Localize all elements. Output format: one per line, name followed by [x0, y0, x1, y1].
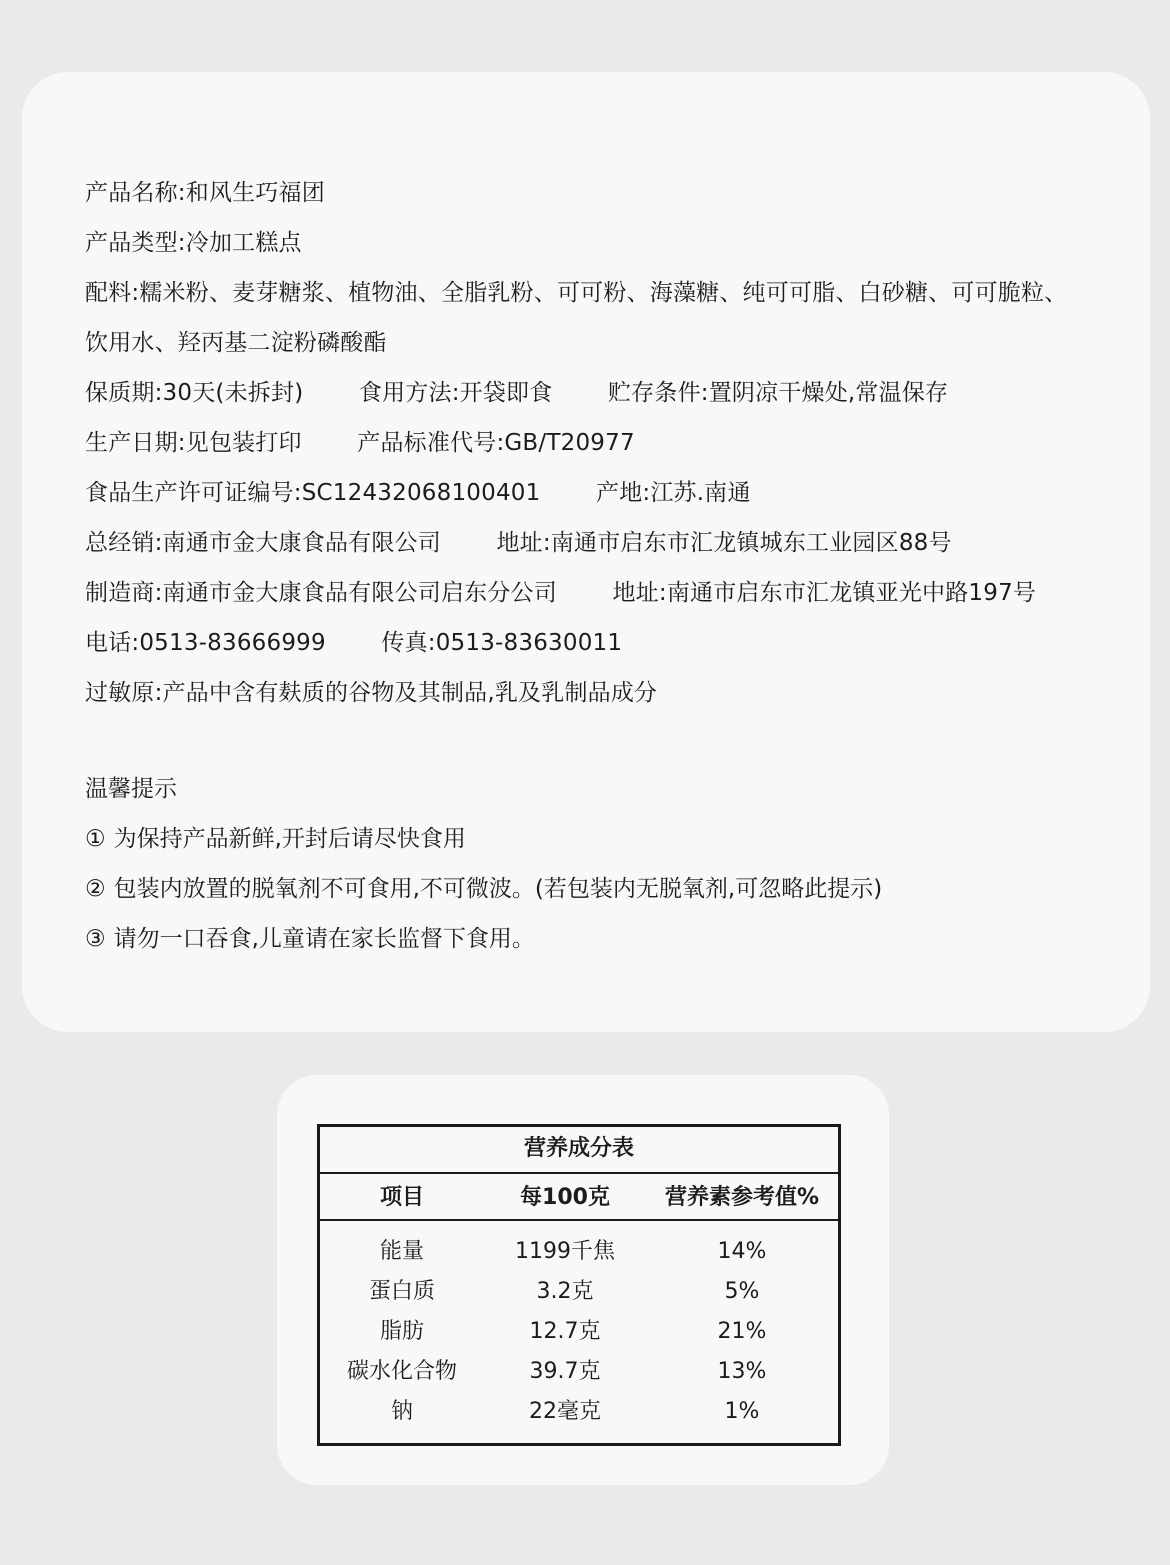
usage-method: 食用方法:开袋即食 [358, 380, 553, 406]
nutrition-table-title: 营养成分表 [320, 1127, 838, 1174]
tips-section [85, 764, 1125, 964]
production-date-line [85, 418, 1125, 468]
allergen-line [85, 668, 1125, 718]
product-name-line [85, 168, 1125, 218]
phone: 电话:0513-83666999 [85, 630, 326, 656]
nutrient-nrv: 21% [717, 1319, 767, 1344]
shelf-life-line [85, 368, 1125, 418]
nutrition-card [277, 1075, 889, 1485]
product-type-line [85, 218, 1125, 268]
nutrient-amount: 39.7克 [529, 1359, 601, 1384]
ingredients-part2: 饮用水、羟丙基二淀粉磷酸酯 [85, 330, 387, 356]
table-row [320, 1352, 838, 1392]
tip-text: 为保持产品新鲜,开封后请尽快食用 [113, 826, 466, 852]
nutrient-name: 钠 [390, 1399, 413, 1424]
nutrient-amount: 1199千焦 [515, 1239, 615, 1264]
table-row [320, 1232, 838, 1272]
tip-text: 请勿一口吞食,儿童请在家长监督下食用。 [113, 926, 535, 952]
license-number: 食品生产许可证编号:SC12432068100401 [85, 480, 541, 506]
nutrient-amount: 3.2克 [536, 1279, 594, 1304]
tip-number: ① [85, 826, 106, 852]
distributor: 总经销:南通市金大康食品有限公司 [85, 530, 441, 556]
allergen: 过敏原:产品中含有麸质的谷物及其制品,乳及乳制品成分 [85, 680, 658, 706]
origin: 产地:江苏.南通 [596, 480, 751, 506]
storage-conditions: 贮存条件:置阴凉干燥处,常温保存 [607, 380, 949, 406]
nutrient-name: 蛋白质 [368, 1279, 435, 1304]
tip-item [85, 864, 1125, 914]
manufacturer-line [85, 568, 1125, 618]
standard-code: 产品标准代号:GB/T20977 [357, 430, 635, 456]
table-row [320, 1312, 838, 1352]
nutrient-nrv: 1% [724, 1399, 760, 1424]
tip-number: ③ [85, 926, 106, 952]
tip-item [85, 814, 1125, 864]
nutrient-nrv: 14% [717, 1239, 767, 1264]
ingredients-line [85, 268, 1125, 318]
ingredients-line-2 [85, 318, 1125, 368]
product-type: 产品类型:冷加工糕点 [85, 230, 302, 256]
header-per-100g: 每100克 [520, 1185, 610, 1210]
header-item: 项目 [379, 1185, 424, 1210]
tip-text: 包装内放置的脱氧剂不可食用,不可微波。(若包装内无脱氧剂,可忽略此提示) [113, 876, 883, 902]
manufacturer: 制造商:南通市金大康食品有限公司启东分公司 [85, 580, 557, 606]
table-row [320, 1392, 838, 1432]
nutrition-table [317, 1124, 841, 1446]
nutrient-name: 脂肪 [379, 1319, 424, 1344]
nutrient-amount: 22毫克 [529, 1399, 601, 1424]
nutrient-nrv: 13% [717, 1359, 767, 1384]
nutrient-name: 能量 [379, 1239, 424, 1264]
nutrition-table-header [320, 1174, 838, 1221]
contact-line [85, 618, 1125, 668]
nutrient-nrv: 5% [724, 1279, 760, 1304]
nutrient-amount: 12.7克 [529, 1319, 601, 1344]
license-line [85, 468, 1125, 518]
distributor-address: 地址:南通市启东市汇龙镇城东工业园区88号 [496, 530, 952, 556]
ingredients-part1: 配料:糯米粉、麦芽糖浆、植物油、全脂乳粉、可可粉、海藻糖、纯可可脂、白砂糖、可可脆粒、 [85, 280, 1068, 306]
shelf-life: 保质期:30天(未拆封) [85, 380, 304, 406]
production-date: 生产日期:见包装打印 [85, 430, 302, 456]
table-row [320, 1272, 838, 1312]
distributor-line [85, 518, 1125, 568]
product-info-card [22, 72, 1150, 1032]
header-nrv: 营养素参考值% [664, 1185, 820, 1210]
tips-title: 温馨提示 [85, 776, 177, 802]
product-name: 产品名称:和风生巧福团 [85, 180, 325, 206]
tip-number: ② [85, 876, 106, 902]
manufacturer-address: 地址:南通市启东市汇龙镇亚光中路197号 [612, 580, 1037, 606]
tip-item [85, 914, 1125, 964]
nutrient-name: 碳水化合物 [346, 1359, 457, 1384]
fax: 传真:0513-83630011 [381, 630, 623, 656]
nutrition-table-body [320, 1221, 838, 1432]
product-info-list [85, 168, 1125, 718]
